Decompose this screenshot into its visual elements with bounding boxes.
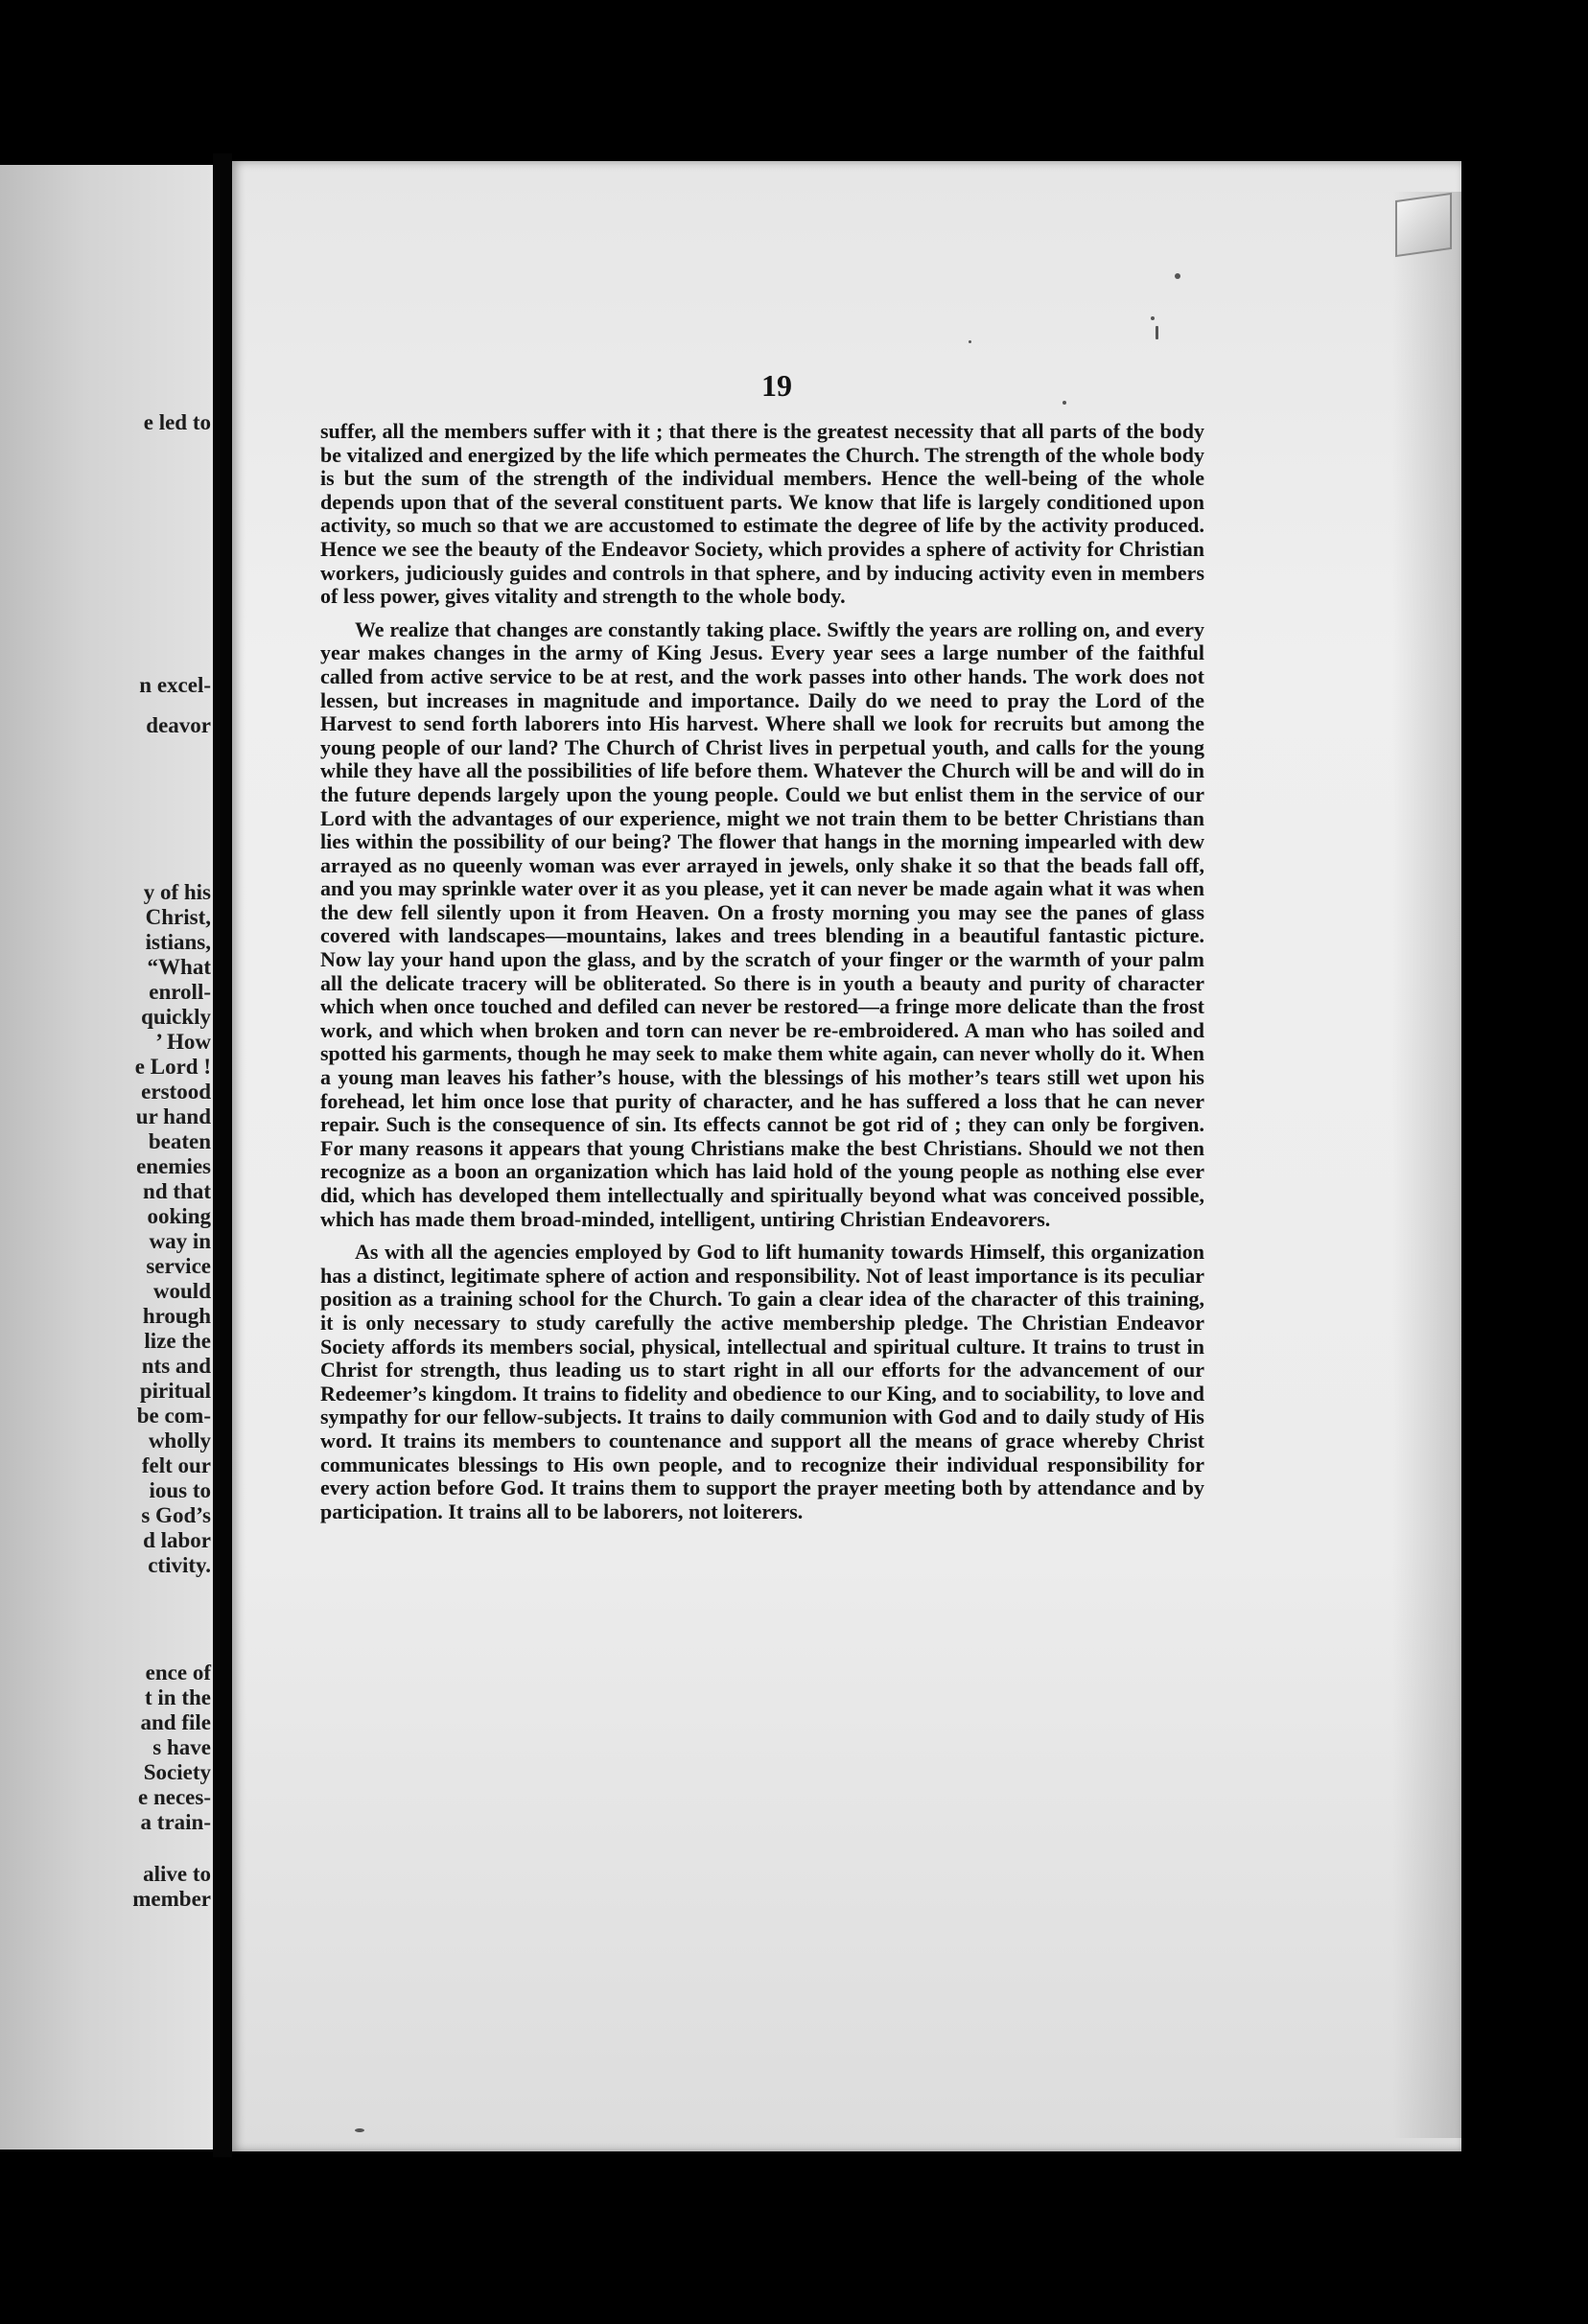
- page-corner-fold: [1395, 193, 1452, 257]
- print-speck: [1156, 326, 1158, 339]
- left-fragment: nd that: [143, 1179, 211, 1203]
- left-fragment: e led to: [143, 410, 211, 434]
- left-fragment: d labor: [143, 1528, 211, 1552]
- paragraph: suffer, all the members suffer with it ; that there is the greatest necessity that all parts of the body be vitalized and energized by the life which permeates the Church. The strength of the whole body is but the sum of the strength of the individual members. Hence the well-being of the whole depends upon that of the several constituent parts. We know that life is largely conditioned upon activity, so much so that we are accustomed to estimate the degree of life by the activity produced. Hence we see the beauty of the Endeavor Society, which provides a sphere of activity for Christian workers, judiciously guides and controls in that sphere, and by inducing activity even in members of less power, gives vitality and strength to the whole body.: [320, 419, 1204, 609]
- left-fragment: way in: [149, 1229, 211, 1253]
- left-fragment: deavor: [146, 713, 211, 737]
- left-fragment: ious to: [149, 1478, 211, 1502]
- left-fragment: enroll-: [149, 980, 211, 1004]
- left-fragment: would: [152, 1279, 211, 1303]
- left-fragment: s God’s: [141, 1503, 211, 1527]
- left-fragment: istians,: [145, 930, 211, 954]
- body-text: [320, 420, 1204, 1533]
- left-fragment: s have: [152, 1735, 211, 1759]
- left-fragment: t in the: [145, 1685, 211, 1709]
- left-fragment: felt our: [141, 1453, 211, 1477]
- left-fragment: lize the: [144, 1329, 211, 1353]
- page-edge-shadow: [1392, 192, 1461, 2138]
- page-number: 19: [761, 368, 792, 403]
- left-fragment: alive to: [143, 1862, 211, 1886]
- left-fragment: y of his: [143, 880, 211, 904]
- left-page-edge: [0, 165, 213, 2150]
- left-fragment: quickly: [141, 1005, 211, 1029]
- left-fragment: ooking: [147, 1204, 211, 1228]
- left-fragment: ur hand: [135, 1104, 211, 1128]
- left-fragment: n excel-: [139, 673, 211, 697]
- paragraph: As with all the agencies employed by God to lift humanity towards Himself, this organization has a distinct, legitimate sphere of action and responsibility. Not of least importance is its peculiar position as a training school for the Church. To gain a clear idea of the character of this training, it is only necessary to study carefully the active membership pledge. The Christian Endeavor Society affords its members social, physical, intellectual and spiritual culture. It trains to trust in Christ for strength, thus leading us to start right in all our efforts for the advancement of our Redeemer’s kingdom. It trains to fidelity and obedience to our King, and to sociability, to love and sympathy for our fellow-subjects. It trains to daily communion with God and to daily study of His word. It trains its members to countenance and support all the means of grace whereby Christ communicates blessings to His own people, and to recognize their individual responsibility for every action before God. It trains them to support the prayer meeting both by attendance and by participation. It trains all to be laborers, not loiterers.: [320, 1240, 1204, 1523]
- left-fragment: wholly: [148, 1429, 211, 1452]
- left-fragment: nts and: [141, 1354, 211, 1378]
- book-gutter: [213, 153, 232, 2157]
- print-speck: [1175, 273, 1180, 279]
- left-fragment: service: [146, 1254, 211, 1278]
- left-fragment: be com-: [136, 1404, 211, 1428]
- left-fragment: “What: [147, 955, 211, 979]
- left-fragment: piritual: [139, 1379, 211, 1403]
- left-fragment: ence of: [145, 1661, 211, 1685]
- left-fragment: hrough: [142, 1304, 211, 1328]
- left-fragment: Christ,: [145, 905, 211, 929]
- left-fragment: and file: [140, 1710, 211, 1734]
- print-speck: [355, 2128, 364, 2132]
- print-speck: [1063, 401, 1066, 405]
- paragraph: We realize that changes are constantly taking place. Swiftly the years are rolling on, and every year makes changes in the army of King Jesus. Every year sees a large number of the faithful called from active service to be at rest, and the work passes into other hands. The work does not lessen, but increases in magnitude and importance. Daily do we need to pray the Lord of the Harvest to send forth laborers into His harvest. Where shall we look for recruits but among the young people of our land? The Church of Christ lives in perpetual youth, and calls for the young while they have all the possibilities of life before them. Whatever the Church will be and will do in the future depends largely upon the young people. Could we but enlist them in the service of our Lord with the advantages of our experience, might we not train them to be better Christians than lies within the possibility of our being? The flower that hangs in the morning impearled with dew arrayed as no queenly woman was ever arrayed in jewels, only shake it so that the beads fall off, and you may sprinkle water over it as you please, yet it can never be made again what it was when the dew fell silently upon it from Heaven. On a frosty morning you may see the panes of glass covered with landscapes—mountains, lakes and trees blending in a beautiful fantastic picture. Now lay your hand upon the glass, and by the scratch of your finger or the warmth of your palm all the delicate tracery will be obliterated. So there is in youth a beauty and purity of character which when once touched and defiled can never be restored—a fringe more delicate than the frost work, and which when broken and torn can never be re-embroidered. A man who has soiled and spotted his garments, though he may seek to make them white again, can never wholly do it. When a young man leaves his father’s house, with the blessings of his mother’s tears still wet upon his forehead, let him once lose that purity of character, and he has suffered a loss that he can never repair. Such is the consequence of sin. Its effects cannot be got rid of ; they can only be forgiven. For many reasons it appears that young Christians make the best Christians. Should we not then recognize as a boon an organization which has laid hold of the young people as nothing else ever did, which has developed them intellectually and spiritually beyond what was conceived possible, which has made them broad-minded, intelligent, untiring Christian Endeavorers.: [320, 616, 1204, 1231]
- left-fragment: ctivity.: [148, 1553, 211, 1577]
- left-fragment: beaten: [148, 1129, 211, 1153]
- print-speck: [969, 340, 971, 343]
- print-speck: [1151, 316, 1155, 320]
- left-fragment: ’ How: [155, 1030, 211, 1054]
- left-fragment: enemies: [136, 1154, 211, 1178]
- left-fragment: erstood: [141, 1080, 211, 1104]
- left-fragment: a train-: [140, 1810, 211, 1834]
- left-fragment: member: [132, 1887, 211, 1911]
- left-fragment: e neces-: [138, 1785, 211, 1809]
- left-fragment: e Lord !: [134, 1055, 211, 1079]
- left-fragment: Society: [143, 1760, 211, 1784]
